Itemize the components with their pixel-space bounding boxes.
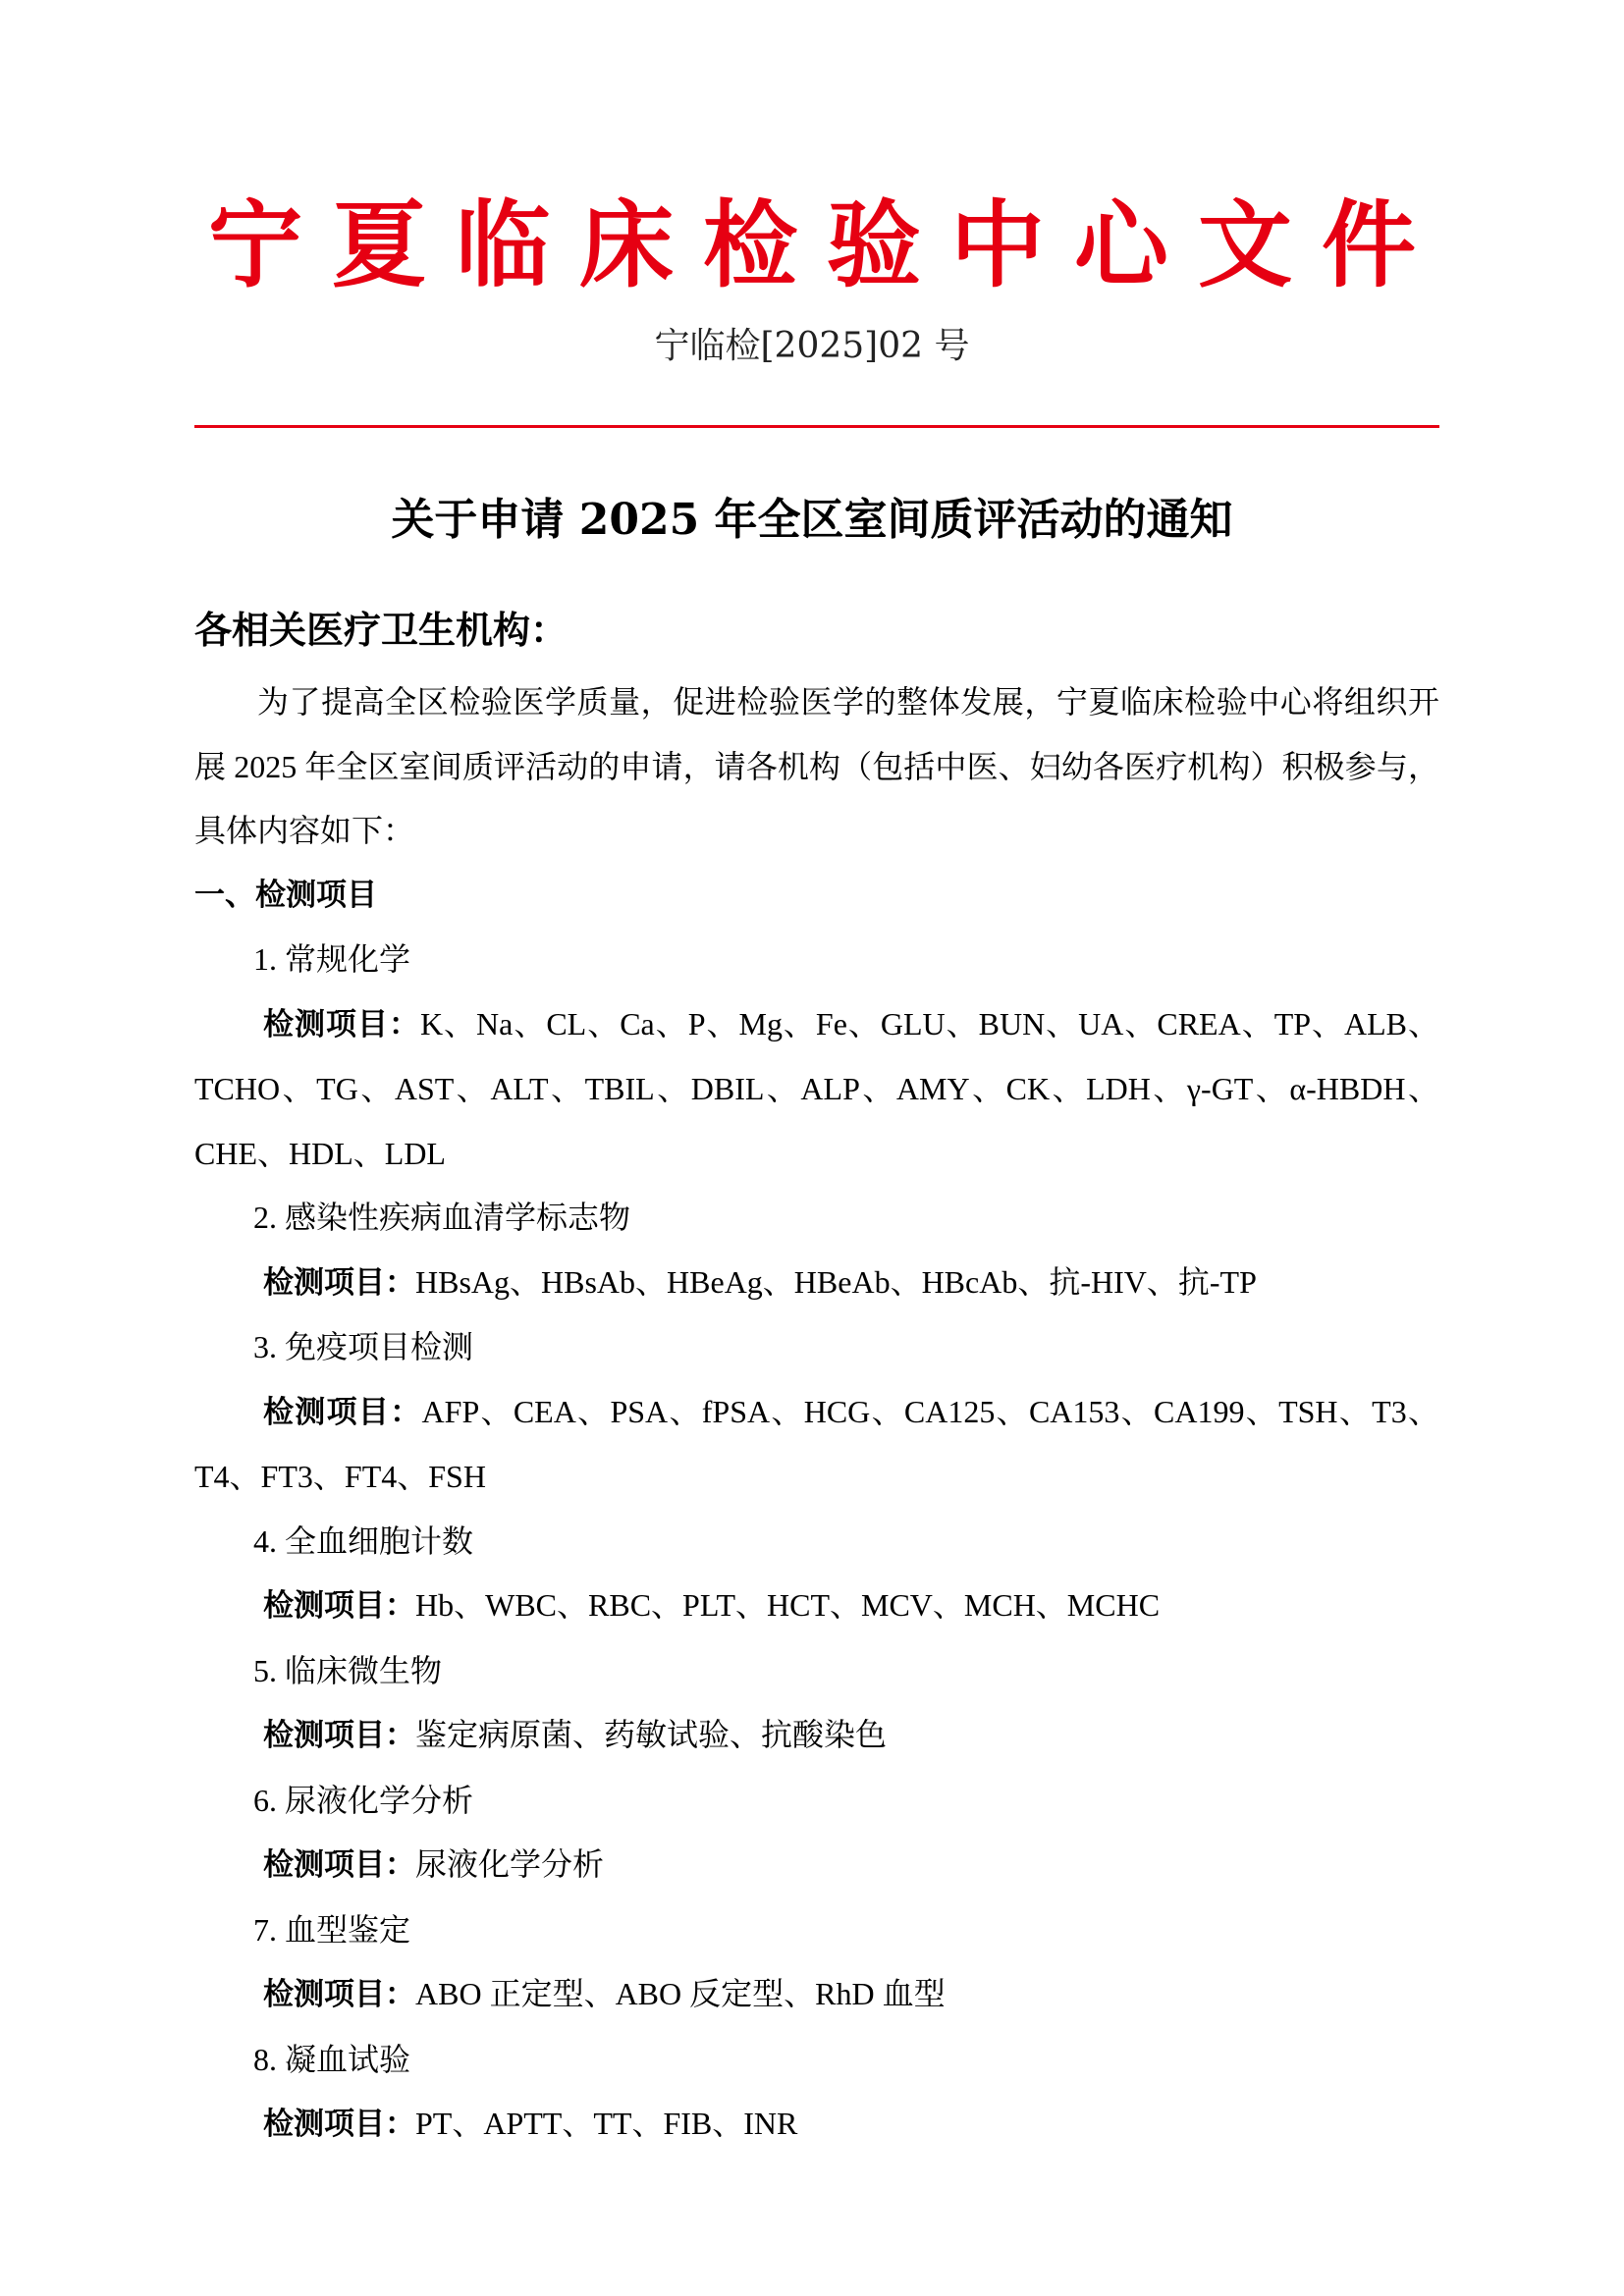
org-masthead-title: 宁夏临床检验中心文件 (208, 190, 1445, 300)
item-detail (194, 1251, 1439, 1316)
item-heading: 4. 全血细胞计数 (253, 1522, 474, 1559)
salutation: 各相关医疗卫生机构： (194, 609, 568, 652)
document-number: 宁临检[2025]02 号 (654, 326, 970, 366)
item-detail-text: Hb、WBC、RBC、PLT、HCT、MCV、MCH、MCHC (415, 1587, 1161, 1623)
item-heading: 6. 尿液化学分析 (253, 1782, 474, 1818)
section-heading-test-items: 一、检测项目 (194, 877, 377, 913)
item-detail-label: 检测项目： (263, 1847, 415, 1883)
item-detail-label: 检测项目： (263, 1006, 420, 1042)
item-detail-label: 检测项目： (263, 1394, 422, 1430)
item-heading: 7. 血型鉴定 (253, 1911, 411, 1948)
item-detail-text: 鉴定病原菌、药敏试验、抗酸染色 (415, 1717, 888, 1752)
item-detail (194, 1962, 1439, 2028)
item-heading: 1. 常规化学 (253, 941, 411, 977)
item-heading: 8. 凝血试验 (253, 2041, 411, 2077)
item-detail (194, 1833, 1439, 1898)
item-detail-label: 检测项目： (263, 1588, 415, 1624)
item-detail (194, 2092, 1439, 2158)
item-detail (194, 1574, 1439, 1639)
item-heading: 5. 临床微生物 (253, 1652, 443, 1688)
item-detail (194, 1380, 1439, 1510)
item-detail-text: ABO 正定型、ABO 反定型、RhD 血型 (415, 1976, 946, 2011)
red-divider-line (194, 425, 1439, 428)
item-detail-label: 检测项目： (263, 1977, 415, 2012)
item-detail (194, 1703, 1439, 1769)
item-detail (194, 992, 1439, 1187)
item-detail-text: AFP、CEA、PSA、fPSA、HCG、CA125、CA153、CA199、TSH、T3、T4、FT3、FT4、FSH (194, 1393, 1439, 1494)
item-heading: 3. 免疫项目检测 (253, 1329, 474, 1364)
notice-body (194, 670, 1439, 2158)
item-detail-label: 检测项目： (263, 1264, 415, 1301)
intro-paragraph: 为了提高全区检验医学质量，促进检验医学的整体发展，宁夏临床检验中心将组织开展 2025 年全区室间质评活动的申请，请各机构（包括中医、妇幼各医疗机构）积极参与，具体内容如下： (194, 684, 1439, 848)
item-detail-text: K、Na、CL、Ca、P、Mg、Fe、GLU、BUN、UA、CREA、TP、ALB、TCHO、TG、AST、ALT、TBIL、DBIL、ALP、AMY、CK、LDH、γ-GT、α-HBDH、CHE、HDL、LDL (194, 1005, 1439, 1171)
item-detail-text: HBsAg、HBsAb、HBeAg、HBeAb、HBcAb、抗-HIV、抗-TP (415, 1263, 1257, 1300)
item-detail-text: PT、APTT、TT、FIB、INR (415, 2106, 798, 2141)
notice-title: 关于申请 2025 年全区室间质评活动的通知 (391, 495, 1233, 545)
item-heading: 2. 感染性疾病血清学标志物 (253, 1200, 631, 1235)
item-detail-label: 检测项目： (263, 2107, 415, 2142)
item-detail-text: 尿液化学分析 (415, 1846, 605, 1882)
item-detail-label: 检测项目： (263, 1718, 415, 1753)
